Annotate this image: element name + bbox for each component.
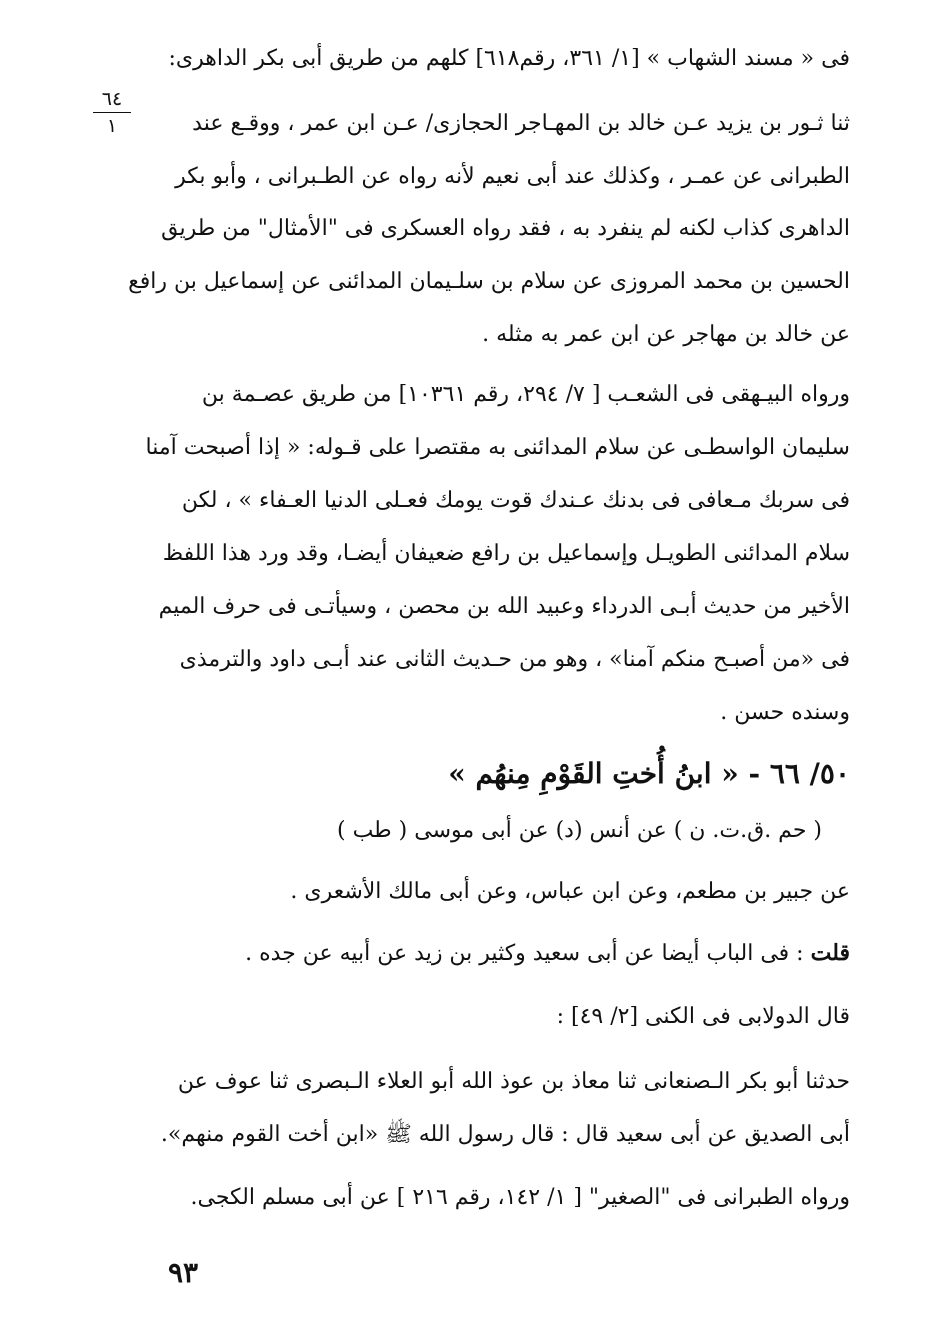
text-line: سليمان الواسطـى عن سلام المدائنى به مقتصرا على قـوله: « إذا أصبحت آمنا: [145, 435, 850, 460]
hadith-heading: [448, 755, 850, 793]
qult-text: : فى الباب أيضا عن أبى سعيد وكثير بن زيد عن أبيه عن جده .: [245, 941, 804, 966]
text-line: الحسين بن محمد المروزى عن سلام بن سلـيمان المدائنى عن إسماعيل بن رافع: [128, 269, 850, 294]
qult-line: [245, 938, 850, 969]
text-line: الأخير من حديث أبـى الدرداء وعبيد الله بن محصن ، وسيأتـى فى حرف الميم: [158, 594, 850, 619]
text-line: فى « مسند الشهاب » [١/ ٣٦١، رقم٦١٨] كلهم من طريق أبى بكر الداهرى:: [168, 46, 850, 71]
margin-note-divider: [93, 112, 131, 113]
text-line: أبى الصديق عن أبى سعيد قال : قال رسول الله ﷺ «ابن أخت القوم منهم».: [160, 1122, 850, 1147]
text-line: ثنا ثـور بن يزيد عـن خالد بن المهـاجر الحجازى/ عـن ابن عمر ، ووقـع عند: [192, 111, 850, 136]
text-line: قال الدولابى فى الكنى [٢/ ٤٩] :: [556, 1004, 850, 1029]
takhrij-line: عن جبير بن مطعم، وعن ابن عباس، وعن أبى مالك الأشعرى .: [290, 879, 850, 904]
hadith-text: « ابنُ أُختِ القَوْمِ مِنهُم »: [448, 757, 739, 790]
qult-label: قلت: [810, 940, 850, 966]
text-line: فى «من أصبـح منكم آمنا» ، وهو من حـديث الثانى عند أبـى داود والترمذى: [179, 647, 850, 672]
text-line: وسنده حسن .: [720, 700, 850, 725]
margin-note-bottom: ١: [106, 115, 118, 137]
text-line: الداهرى كذاب لكنه لم ينفرد به ، فقد رواه العسكرى فى "الأمثال" من طريق: [161, 216, 850, 241]
hadith-number: ٥٠/ ٦٦ -: [748, 757, 850, 790]
text-line: فى سربك مـعافى فى بدنك عـندك قوت يومك فعـلى الدنيا العـفاء » ، لكن: [181, 488, 850, 513]
page-number: ٩٣: [168, 1256, 199, 1289]
text-line: ورواه البيـهقى فى الشعـب [ ٧/ ٢٩٤، رقم ١٠٣٦١] من طريق عصـمة بن: [201, 382, 850, 407]
margin-folio-note: [92, 88, 132, 137]
text-line: الطبرانى عن عمـر ، وكذلك عند أبى نعيم لأنه رواه عن الطـبرانى ، وأبو بكر: [175, 164, 850, 189]
text-line: حدثنا أبو بكر الـصنعانى ثنا معاذ بن عوذ الله أبو العلاء الـبصرى ثنا عوف عن: [177, 1069, 850, 1094]
takhrij-line: ( حم .ق.ت. ن ) عن أنس (د) عن أبى موسى ( طب ): [337, 818, 822, 843]
margin-note-top: ٦٤: [101, 88, 123, 110]
text-line: ورواه الطبرانى فى "الصغير" [ ١/ ١٤٢، رقم ٢١٦ ] عن أبى مسلم الكجى.: [190, 1185, 850, 1210]
text-line: عن خالد بن مهاجر عن ابن عمر به مثله .: [482, 322, 850, 347]
text-line: سلام المدائنى الطويـل وإسماعيل بن رافع ضعيفان أيضـا، وقد ورد هذا اللفظ: [162, 541, 850, 566]
